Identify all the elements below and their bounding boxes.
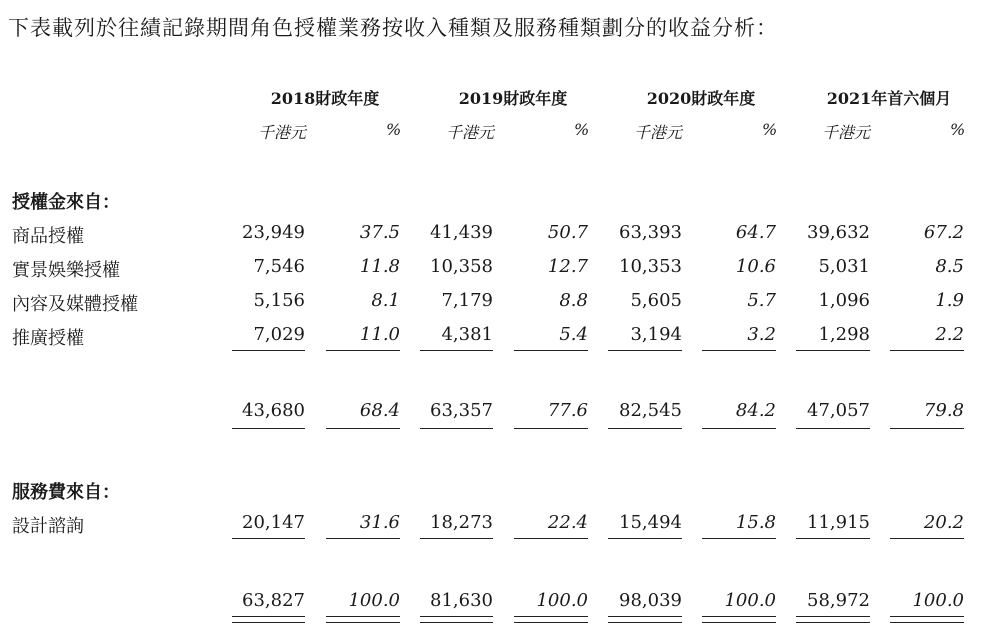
cell-percent: 84.2 (735, 400, 776, 421)
unit-amount-2018: 千港元 (258, 123, 307, 142)
cell-percent: 8.8 (559, 290, 588, 311)
row-label: 推廣授權 (12, 328, 84, 349)
row-label: 設計諮詢 (12, 516, 84, 537)
underline-rule (890, 428, 964, 429)
cell-amount: 15,494 (619, 512, 682, 533)
cell-amount: 11,915 (807, 512, 870, 533)
cell-percent: 2.2 (935, 324, 964, 345)
period-header-2020: 2020財政年度 (646, 89, 756, 108)
underline-rule (514, 350, 588, 351)
double-underline (702, 616, 776, 623)
underline-rule (326, 538, 400, 539)
cell-percent: 12.7 (547, 256, 588, 277)
cell-amount: 23,949 (242, 222, 305, 243)
cell-percent: 67.2 (923, 222, 964, 243)
cell-percent: 100.0 (724, 590, 776, 611)
underline-rule (608, 538, 682, 539)
cell-amount: 41,439 (430, 222, 493, 243)
unit-amount-2021h1: 千港元 (822, 123, 871, 142)
double-underline (326, 616, 400, 623)
cell-percent: 100.0 (536, 590, 588, 611)
underline-rule (420, 428, 493, 429)
cell-amount: 1,298 (818, 324, 870, 345)
cell-amount: 98,039 (619, 590, 682, 611)
underline-rule (514, 428, 588, 429)
underline-rule (702, 428, 776, 429)
cell-amount: 5,031 (818, 256, 870, 277)
cell-amount: 1,096 (818, 290, 870, 311)
cell-amount: 63,357 (430, 400, 493, 421)
cell-percent: 5.7 (747, 290, 776, 311)
unit-amount-2019: 千港元 (446, 123, 495, 142)
cell-percent: 31.6 (359, 512, 400, 533)
cell-percent: 11.0 (359, 324, 400, 345)
cell-amount: 58,972 (807, 590, 870, 611)
cell-amount: 3,194 (630, 324, 682, 345)
double-underline (796, 616, 870, 623)
cell-amount: 7,029 (253, 324, 305, 345)
cell-amount: 10,358 (430, 256, 493, 277)
row-label: 商品授權 (12, 226, 84, 247)
underline-rule (890, 350, 964, 351)
unit-percent-2019: % (574, 120, 590, 139)
cell-percent: 50.7 (547, 222, 588, 243)
double-underline (420, 616, 493, 623)
cell-amount: 20,147 (242, 512, 305, 533)
cell-percent: 3.2 (747, 324, 776, 345)
section-services-label: 服務費來自： (12, 482, 120, 503)
cell-amount: 4,381 (441, 324, 493, 345)
cell-percent: 15.8 (735, 512, 776, 533)
cell-percent: 22.4 (547, 512, 588, 533)
underline-rule (702, 538, 776, 539)
cell-percent: 5.4 (559, 324, 588, 345)
cell-percent: 77.6 (547, 400, 588, 421)
unit-amount-2020: 千港元 (634, 123, 683, 142)
intro-text: 下表載列於往績記錄期間角色授權業務按收入種類及服務種類劃分的收益分析： (8, 16, 778, 40)
cell-percent: 20.2 (923, 512, 964, 533)
cell-percent: 8.1 (371, 290, 400, 311)
cell-amount: 18,273 (430, 512, 493, 533)
cell-amount: 10,353 (619, 256, 682, 277)
cell-amount: 81,630 (430, 590, 493, 611)
period-header-2021h1: 2021年首六個月 (826, 89, 952, 108)
period-header-2018: 2018財政年度 (270, 89, 380, 108)
cell-percent: 79.8 (923, 400, 964, 421)
cell-percent: 1.9 (935, 290, 964, 311)
cell-amount: 5,156 (253, 290, 305, 311)
underline-rule (232, 428, 305, 429)
cell-amount: 39,632 (807, 222, 870, 243)
cell-amount: 5,605 (630, 290, 682, 311)
cell-percent: 10.6 (735, 256, 776, 277)
cell-amount: 43,680 (242, 400, 305, 421)
cell-percent: 100.0 (348, 590, 400, 611)
underline-rule (796, 428, 870, 429)
underline-rule (232, 350, 305, 351)
period-header-2019: 2019財政年度 (458, 89, 568, 108)
cell-percent: 100.0 (912, 590, 964, 611)
underline-rule (608, 428, 682, 429)
underline-rule (232, 538, 305, 539)
unit-percent-2018: % (386, 120, 402, 139)
underline-rule (514, 538, 588, 539)
underline-rule (890, 538, 964, 539)
double-underline (232, 616, 305, 623)
row-label: 實景娛樂授權 (12, 260, 120, 281)
cell-amount: 47,057 (807, 400, 870, 421)
underline-rule (326, 350, 400, 351)
cell-percent: 11.8 (359, 256, 400, 277)
underline-rule (420, 350, 493, 351)
underline-rule (420, 538, 493, 539)
cell-amount: 63,393 (619, 222, 682, 243)
underline-rule (608, 350, 682, 351)
cell-percent: 37.5 (359, 222, 400, 243)
underline-rule (796, 538, 870, 539)
underline-rule (796, 350, 870, 351)
cell-amount: 63,827 (242, 590, 305, 611)
cell-amount: 7,179 (441, 290, 493, 311)
section-licensing-label: 授權金來自： (12, 192, 120, 213)
cell-amount: 7,546 (253, 256, 305, 277)
cell-percent: 8.5 (935, 256, 964, 277)
cell-percent: 68.4 (359, 400, 400, 421)
double-underline (608, 616, 682, 623)
unit-percent-2021h1: % (950, 120, 966, 139)
row-label: 內容及媒體授權 (12, 294, 138, 315)
double-underline (514, 616, 588, 623)
unit-percent-2020: % (762, 120, 778, 139)
cell-amount: 82,545 (619, 400, 682, 421)
double-underline (890, 616, 964, 623)
underline-rule (702, 350, 776, 351)
cell-percent: 64.7 (735, 222, 776, 243)
underline-rule (326, 428, 400, 429)
